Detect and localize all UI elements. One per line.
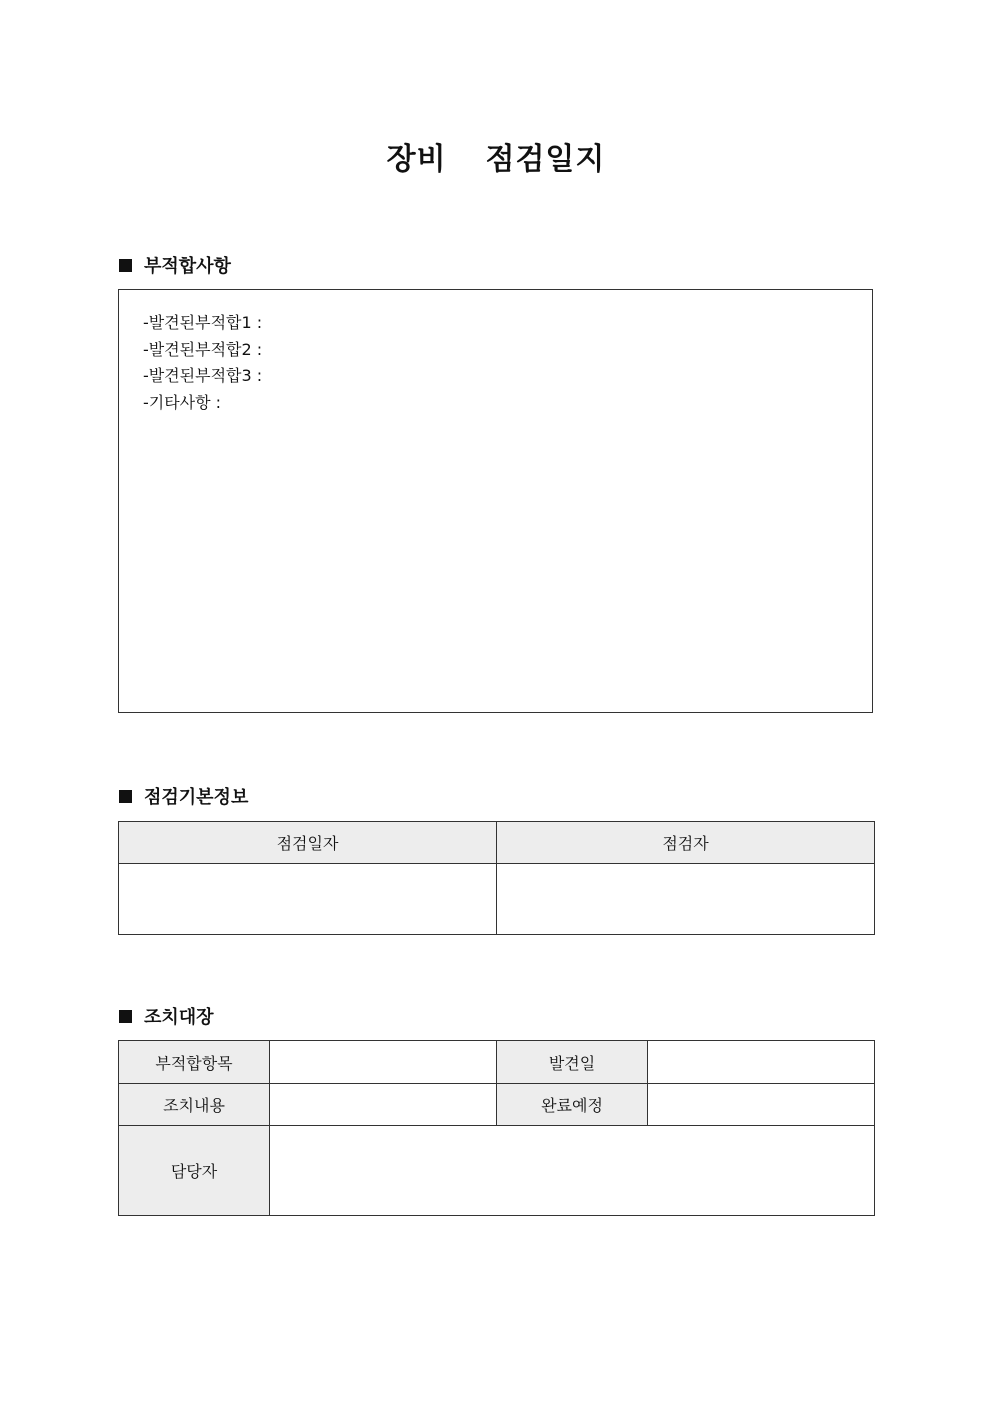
- section-heading-nonconformity: [119, 253, 231, 277]
- inspection-date-label: 점검일자: [119, 822, 497, 864]
- basic-info-table: [118, 821, 875, 935]
- section-heading-action-ledger: [119, 1004, 214, 1028]
- nonconformity-line-2: -발견된부적합2 :: [143, 339, 263, 359]
- action-ledger-table: [118, 1040, 875, 1216]
- nonconformity-item-label: 부적합항목: [119, 1041, 270, 1084]
- nonconformity-line-1: -발견된부적합1 :: [143, 313, 263, 332]
- nonconformity-item-field[interactable]: [270, 1041, 497, 1084]
- inspection-date-field[interactable]: [119, 864, 497, 935]
- nonconformity-textbox[interactable]: [118, 289, 873, 713]
- table-row: [119, 864, 875, 935]
- page-title: 장비 점검일지: [386, 142, 606, 177]
- table-header-row: [119, 822, 875, 864]
- due-date-label: 완료예정: [497, 1084, 648, 1126]
- found-date-field[interactable]: [648, 1041, 875, 1084]
- found-date-label: 발견일: [497, 1041, 648, 1084]
- action-content-field[interactable]: [270, 1084, 497, 1126]
- nonconformity-lines: [143, 310, 262, 416]
- section-heading-label: 부적합사항: [144, 256, 231, 277]
- owner-label: 담당자: [119, 1126, 270, 1216]
- section-heading-label: 조치대장: [144, 1007, 214, 1028]
- square-bullet-icon: [119, 1010, 132, 1023]
- owner-field[interactable]: [270, 1126, 875, 1216]
- table-row: [119, 1041, 875, 1084]
- table-row: [119, 1126, 875, 1216]
- other-notes-line: -기타사항 :: [143, 392, 222, 412]
- action-content-label: 조치내용: [119, 1084, 270, 1126]
- table-row: [119, 1084, 875, 1126]
- square-bullet-icon: [119, 259, 132, 272]
- inspector-label: 점검자: [497, 822, 875, 864]
- section-heading-label: 점검기본정보: [144, 787, 249, 808]
- square-bullet-icon: [119, 790, 132, 803]
- due-date-field[interactable]: [648, 1084, 875, 1126]
- inspector-field[interactable]: [497, 864, 875, 935]
- section-heading-basic-info: [119, 784, 248, 808]
- nonconformity-line-3: -발견된부적합3 :: [143, 366, 263, 385]
